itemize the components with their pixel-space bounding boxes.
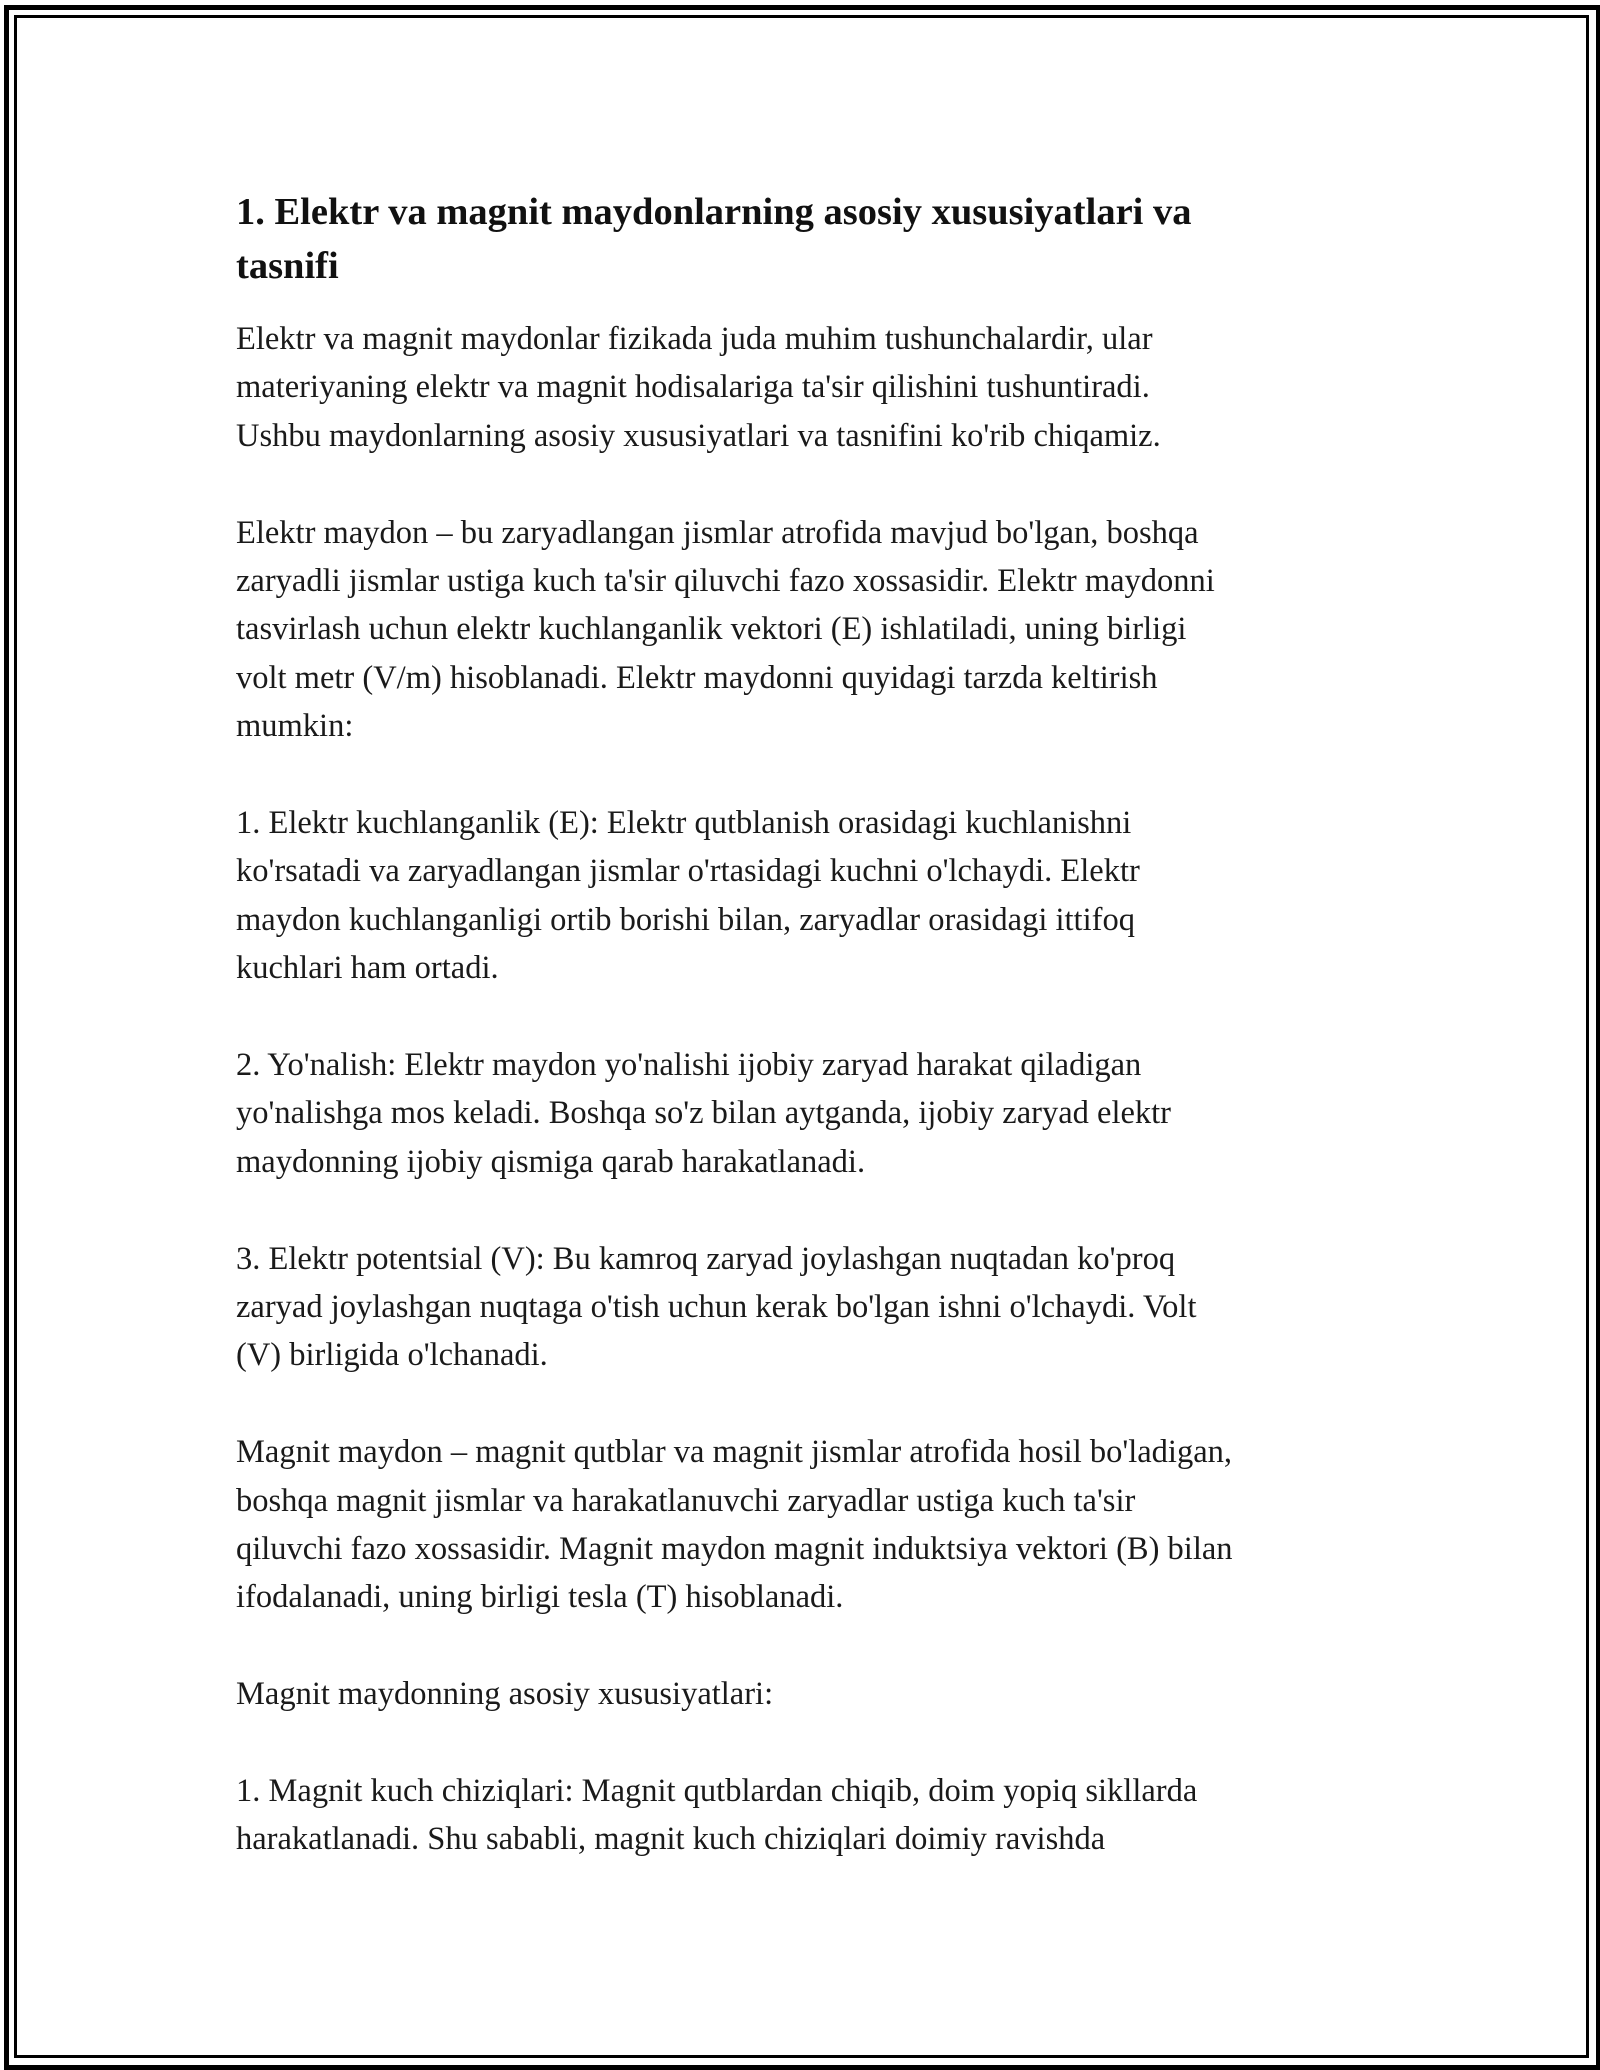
paragraph-intro: Elektr va magnit maydonlar fizikada juda muhim tushunchalardir, ular materiyaning elektr va magnit hodisalariga ta'sir qilishini tushuntiradi. Ushbu maydonlarning asosiy xususiyatlari va tasnifini ko'rib chiqamiz.: [236, 321, 1161, 454]
paragraph-electric-item-2: 2. Yo'nalish: Elektr maydon yo'nalishi ijobiy zaryad harakat qiladigan yo'nalishga mos keladi. Boshqa so'z bilan aytganda, ijobiy zaryad elektr maydonning ijobiy qismiga qarab harakatlanadi.: [236, 1047, 1172, 1180]
paragraph-magnetic-item-1: 1. Magnit kuch chiziqlari: Magnit qutblardan chiqib, doim yopiq sikllarda harakatlanadi. Shu sababli, magnit kuch chiziqlari doimiy ravishda: [236, 1773, 1198, 1858]
paragraph-electric-field: Elektr maydon – bu zaryadlangan jismlar atrofida mavjud bo'lgan, boshqa zaryadli jismlar ustiga kuch ta'sir qiluvchi fazo xossasidir. Elektr maydonni tasvirlash uchun elektr kuchlanganlik vektori (E) ishlatiladi, uning birligi volt metr (V/m) hisoblanadi. Elektr maydonni quyidagi tarzda keltirish mumkin:: [236, 514, 1215, 745]
paragraph-magnetic-field: Magnit maydon – magnit qutblar va magnit jismlar atrofida hosil bo'ladigan, boshqa magnit jismlar va harakatlanuvchi zaryadlar ustiga kuch ta'sir qiluvchi fazo xossasidir. Magnit maydon magnit induktsiya vektori (B) bilan ifodalanadi, uning birligi tesla (T) hisoblanadi.: [236, 1434, 1233, 1616]
section-heading: 1. Elektr va magnit maydonlarning asosiy xususiyatlari va tasnifi: [236, 191, 1192, 287]
paragraph-magnetic-properties-intro: Magnit maydonning asosiy xususiyatlari:: [236, 1676, 774, 1713]
document-body: [236, 185, 1376, 1912]
paragraph-electric-item-3: 3. Elektr potentsial (V): Bu kamroq zaryad joylashgan nuqtadan ko'proq zaryad joylashgan nuqtaga o'tish uchun kerak bo'lgan ishni o'lchaydi. Volt (V) birligida o'lchanadi.: [236, 1240, 1197, 1374]
paragraph-electric-item-1: 1. Elektr kuchlanganlik (E): Elektr qutblanish orasidagi kuchlanishni ko'rsatadi va zaryadlangan jismlar o'rtasidagi kuchni o'lchaydi. Elektr maydon kuchlanganligi ortib borishi bilan, zaryadlar orasidagi ittifoq kuchlari ham ortadi.: [236, 805, 1140, 987]
